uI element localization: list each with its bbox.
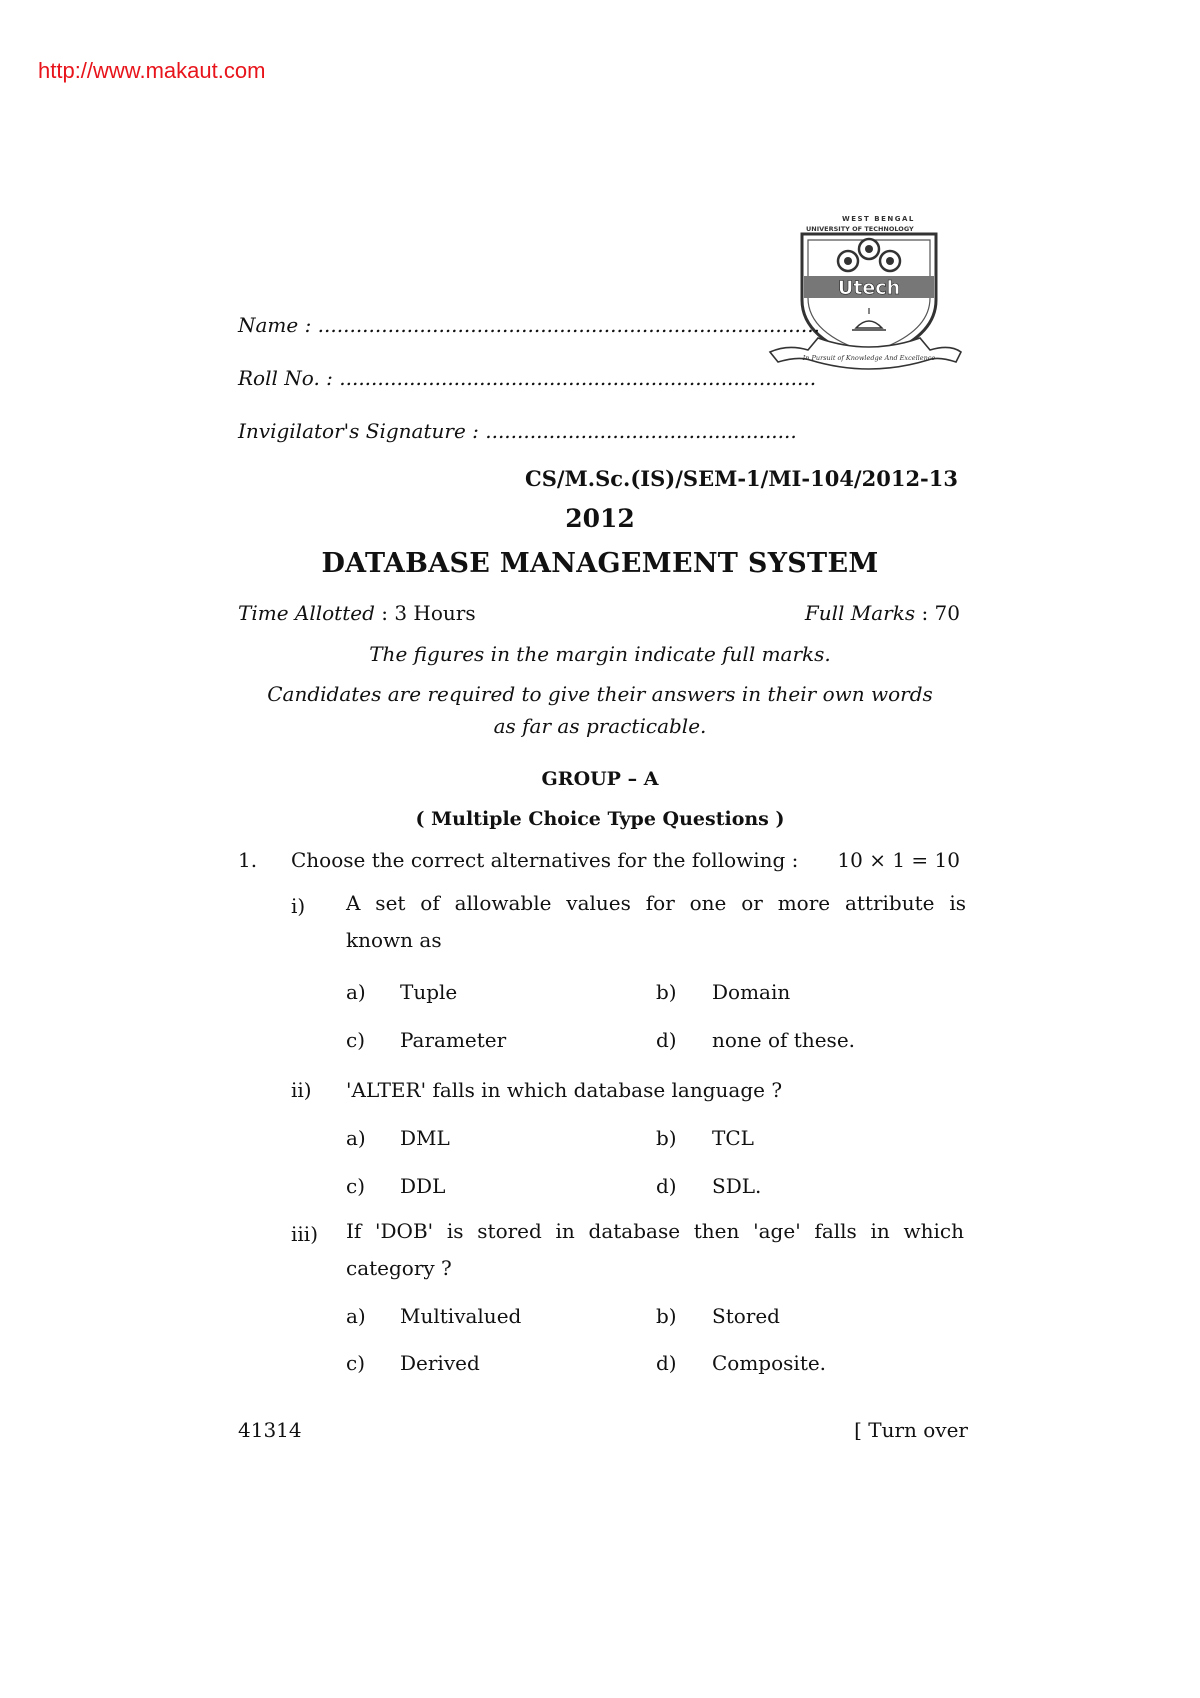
invigilator-signature-field: Invigilator's Signature : ................................................. [238,419,797,443]
time-label: Time Allotted [238,601,375,625]
university-logo [768,210,963,390]
item-text-line: A set of allowable values for one or more attribute is [346,891,966,915]
footer-paper-code: 41314 [238,1418,302,1442]
option-key: d) [656,1351,677,1375]
option-key: d) [656,1174,677,1198]
logo-top-text-2: UNIVERSITY OF TECHNOLOGY [806,225,914,233]
option-key: a) [346,1126,366,1150]
option-key: d) [656,1028,677,1052]
logo-banner-text: Utech [837,277,901,299]
marks-label: Full Marks [804,601,916,625]
instruction-marks-note: The figures in the margin indicate full marks. [369,642,831,666]
item-number: ii) [291,1078,312,1102]
option-text: Stored [712,1304,780,1328]
option-key: b) [656,1304,677,1328]
item-text-line: category ? [346,1256,452,1280]
item-number: i) [291,894,306,918]
instruction-practicable: as far as practicable. [493,714,707,738]
option-text: Derived [400,1351,480,1375]
exam-year: 2012 [565,504,635,533]
option-text: none of these. [712,1028,856,1052]
option-key: b) [656,1126,677,1150]
option-text: DDL [400,1174,446,1198]
option-text: Domain [712,980,791,1004]
option-text: DML [400,1126,450,1150]
marks-value: : 70 [921,601,960,625]
logo-ribbon-text: In Pursuit of Knowledge And Excellence [802,354,936,362]
header-link[interactable]: http://www.makaut.com [38,58,266,83]
item-text-line: known as [346,928,442,952]
option-text: TCL [712,1126,754,1150]
item-number: iii) [291,1222,318,1246]
turn-over-note: [ Turn over [854,1418,968,1442]
question-text: Choose the correct alternatives for the following : [291,848,799,872]
question-number: 1. [238,848,258,872]
utech-logo-icon [768,210,963,390]
option-key: c) [346,1028,366,1052]
time-value: : 3 Hours [381,601,476,625]
option-key: c) [346,1351,366,1375]
time-allotted [238,601,476,625]
option-key: b) [656,980,677,1004]
option-text: SDL. [712,1174,762,1198]
option-text: Multivalued [400,1304,522,1328]
option-key: a) [346,980,366,1004]
option-text: Parameter [400,1028,507,1052]
subject-title: DATABASE MANAGEMENT SYSTEM [321,548,879,579]
item-text-line: 'ALTER' falls in which database language ? [346,1078,783,1102]
logo-top-text-1: WEST BENGAL [842,215,915,223]
option-key: a) [346,1304,366,1328]
group-title: GROUP – A [541,768,659,790]
option-text: Composite. [712,1351,827,1375]
full-marks [805,601,960,625]
option-key: c) [346,1174,366,1198]
name-field: Name : ............................................................................... [238,313,820,337]
group-subtitle: ( Multiple Choice Type Questions ) [415,808,785,830]
item-text-line: If 'DOB' is stored in database then 'age' falls in which [346,1219,964,1243]
roll-number-field: Roll No. : ........................................................................... [238,366,817,390]
paper-code: CS/M.Sc.(IS)/SEM-1/MI-104/2012-13 [525,466,958,491]
question-marks: 10 × 1 = 10 [837,848,960,872]
option-text: Tuple [400,980,458,1004]
instruction-own-words: Candidates are required to give their answers in their own words [267,682,933,706]
